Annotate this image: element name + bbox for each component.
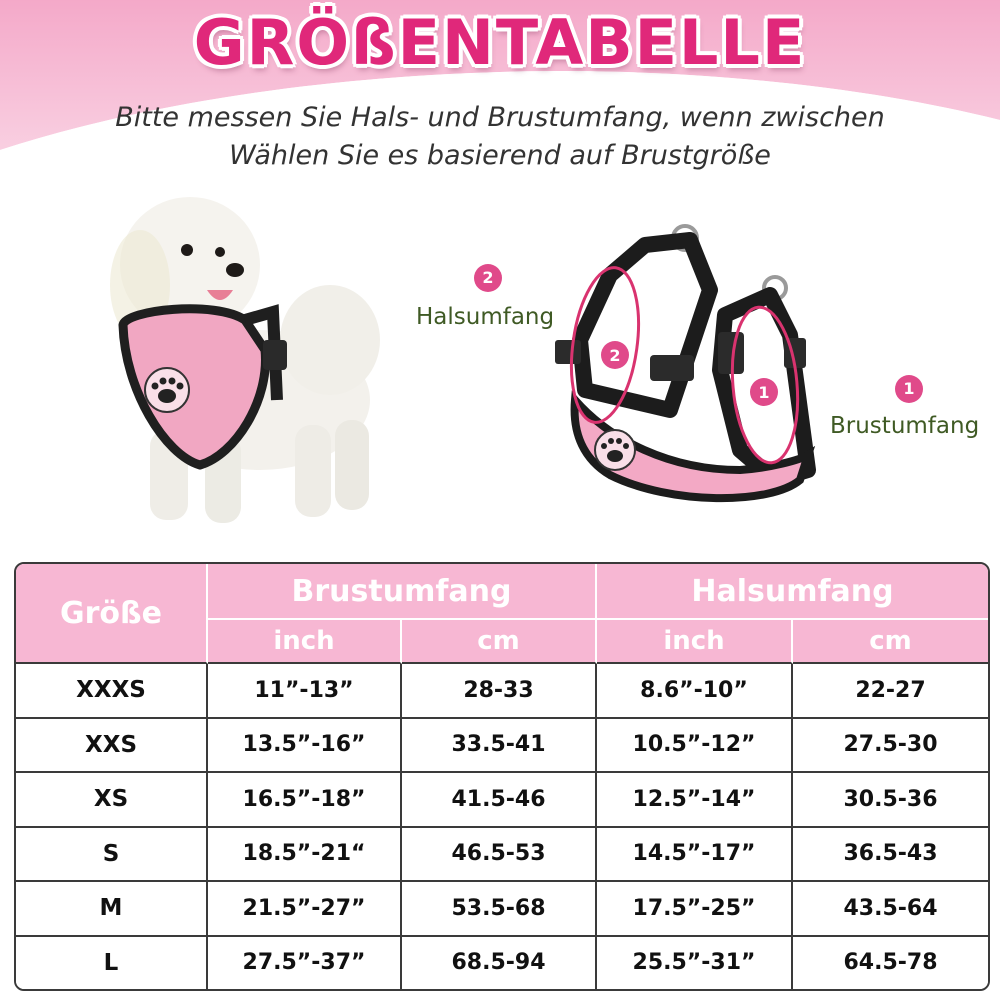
chest-inch-header: inch bbox=[208, 620, 402, 664]
size-column-header: Größe bbox=[16, 564, 208, 664]
neck-inch-header: inch bbox=[597, 620, 793, 664]
chest-cm-cell: 53.5-68 bbox=[402, 882, 597, 937]
chest-label: Brustumfang bbox=[830, 413, 980, 439]
harness-illustration bbox=[550, 220, 830, 520]
page-title: GRÖßENTABELLE bbox=[193, 6, 807, 79]
table-row bbox=[16, 664, 988, 719]
harness-chest-marker: 1 bbox=[758, 383, 770, 402]
subtitle-line-1: Bitte messen Sie Hals- und Brustumfang, wenn zwischen bbox=[115, 102, 885, 133]
chest-cm-cell: 28-33 bbox=[402, 664, 597, 719]
neck-inch-cell: 8.6”-10” bbox=[597, 664, 793, 719]
neck-cm-header: cm bbox=[793, 620, 988, 664]
neck-inch-cell: 10.5”-12” bbox=[597, 719, 793, 774]
size-cell: S bbox=[16, 828, 208, 883]
neck-number-badge: 2 bbox=[474, 264, 502, 292]
neck-inch-cell: 17.5”-25” bbox=[597, 882, 793, 937]
chest-inch-cell: 21.5”-27” bbox=[208, 882, 402, 937]
neck-inch-cell: 14.5”-17” bbox=[597, 828, 793, 883]
neck-label: Halsumfang bbox=[416, 304, 555, 330]
harness-neck-marker: 2 bbox=[609, 346, 621, 365]
chest-inch-cell: 18.5”-21“ bbox=[208, 828, 402, 883]
chest-inch-cell: 13.5”-16” bbox=[208, 719, 402, 774]
chest-cm-cell: 41.5-46 bbox=[402, 773, 597, 828]
chest-cm-cell: 33.5-41 bbox=[402, 719, 597, 774]
neck-cm-cell: 27.5-30 bbox=[793, 719, 988, 774]
chest-inch-cell: 16.5”-18” bbox=[208, 773, 402, 828]
size-cell: XXS bbox=[16, 719, 208, 774]
size-cell: XS bbox=[16, 773, 208, 828]
neck-cm-cell: 30.5-36 bbox=[793, 773, 988, 828]
chest-cm-cell: 46.5-53 bbox=[402, 828, 597, 883]
chest-number-badge: 1 bbox=[895, 375, 923, 403]
table-header-row bbox=[16, 564, 988, 620]
size-table bbox=[14, 562, 990, 991]
neck-inch-cell: 12.5”-14” bbox=[597, 773, 793, 828]
neck-cm-cell: 36.5-43 bbox=[793, 828, 988, 883]
neck-group-header: Halsumfang bbox=[597, 564, 988, 620]
chest-cm-cell: 68.5-94 bbox=[402, 937, 597, 990]
chest-inch-cell: 11”-13” bbox=[208, 664, 402, 719]
size-cell: L bbox=[16, 937, 208, 990]
table-row bbox=[16, 719, 988, 774]
dog-illustration bbox=[95, 190, 385, 540]
chest-group-header: Brustumfang bbox=[208, 564, 597, 620]
neck-inch-cell: 25.5”-31” bbox=[597, 937, 793, 990]
table-row bbox=[16, 937, 988, 990]
product-illustration bbox=[0, 180, 1000, 550]
neck-cm-cell: 22-27 bbox=[793, 664, 988, 719]
table-row bbox=[16, 828, 988, 883]
table-row bbox=[16, 773, 988, 828]
size-cell: M bbox=[16, 882, 208, 937]
chest-cm-header: cm bbox=[402, 620, 597, 664]
chest-inch-cell: 27.5”-37” bbox=[208, 937, 402, 990]
subtitle-line-2: Wählen Sie es basierend auf Brustgröße bbox=[229, 140, 771, 171]
table-row bbox=[16, 882, 988, 937]
size-cell: XXXS bbox=[16, 664, 208, 719]
neck-cm-cell: 43.5-64 bbox=[793, 882, 988, 937]
neck-cm-cell: 64.5-78 bbox=[793, 937, 988, 990]
